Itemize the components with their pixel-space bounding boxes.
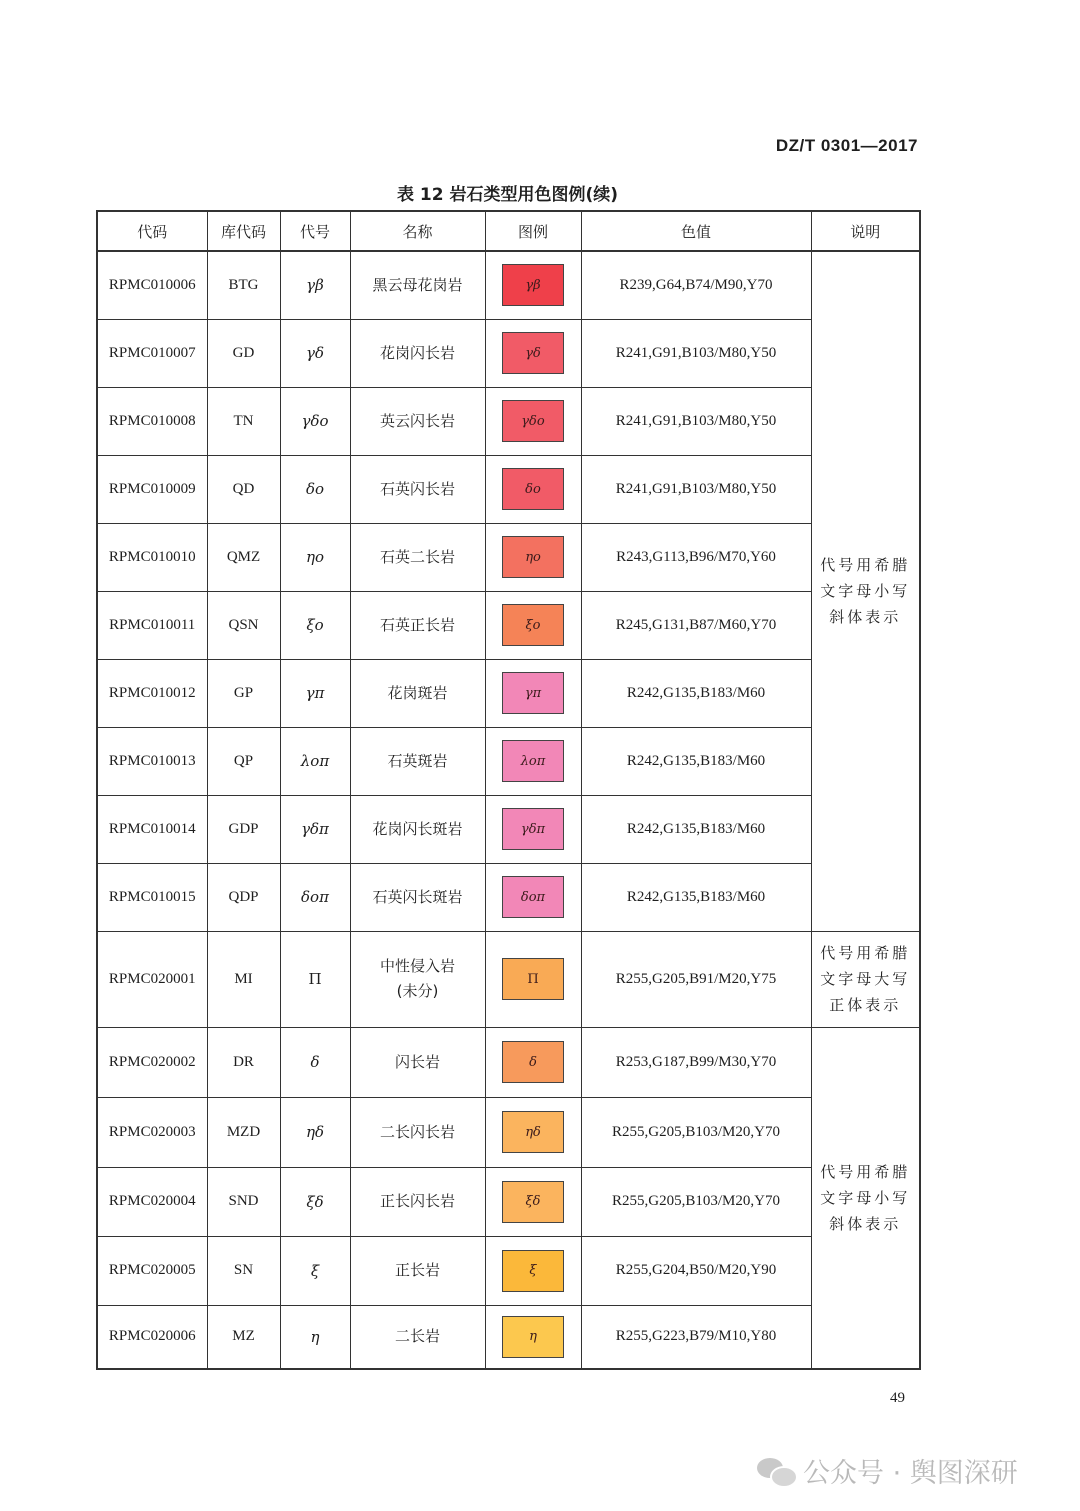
cell-legend [485,319,581,387]
table-body [97,251,920,1369]
col-header-color-value: 色值 [581,211,811,251]
cell-lib-code: MI [207,931,280,1027]
cell-name-line: 石英二长岩 [379,547,455,566]
color-swatch: δο [502,468,564,510]
table-row [97,659,920,727]
cell-symbol: γδο [280,387,350,455]
cell-color-value: R255,G204,B50/M20,Y90 [581,1236,811,1305]
cell-code: RPMC020005 [97,1236,207,1305]
table-row [97,591,920,659]
table-row [97,1097,920,1167]
table-row [97,931,920,1027]
table-row [97,455,920,523]
cell-lib-code: SND [207,1167,280,1236]
cell-lib-code: TN [207,387,280,455]
wechat-icon [757,1456,795,1486]
cell-name [350,251,485,319]
col-header-lib-code: 库代码 [207,211,280,251]
color-swatch: ξ [502,1250,564,1292]
table-row [97,251,920,319]
cell-lib-code: SN [207,1236,280,1305]
cell-color-value: R242,G135,B183/M60 [581,659,811,727]
cell-symbol: λοπ [280,727,350,795]
cell-lib-code: GP [207,659,280,727]
color-swatch: ηο [502,536,564,578]
cell-name [350,523,485,591]
cell-code: RPMC010015 [97,863,207,931]
cell-code: RPMC010013 [97,727,207,795]
cell-lib-code: GDP [207,795,280,863]
cell-color-value: R241,G91,B103/M80,Y50 [581,319,811,387]
cell-name-line: 石英正长岩 [379,615,455,634]
cell-name-line: 正长岩 [394,1261,440,1279]
cell-lib-code: QMZ [207,523,280,591]
cell-legend [485,1027,581,1097]
cell-code: RPMC010010 [97,523,207,591]
cell-name [350,659,485,727]
table-row [97,1167,920,1236]
color-swatch: δ [502,1041,564,1083]
cell-code: RPMC010008 [97,387,207,455]
cell-color-value: R242,G135,B183/M60 [581,863,811,931]
cell-lib-code: DR [207,1027,280,1097]
col-header-name: 名称 [350,211,485,251]
cell-lib-code: QSN [207,591,280,659]
table-row [97,319,920,387]
cell-name-line: 石英斑岩 [387,751,448,770]
cell-legend [485,455,581,523]
cell-symbol: Π [280,931,350,1027]
cell-code: RPMC010011 [97,591,207,659]
col-header-legend: 图例 [485,211,581,251]
cell-name [350,1236,485,1305]
cell-name-line: 石英闪长岩 [379,479,455,498]
color-swatch: γδπ [502,808,564,850]
cell-name [350,387,485,455]
cell-color-value: R242,G135,B183/M60 [581,727,811,795]
cell-color-value: R253,G187,B99/M30,Y70 [581,1027,811,1097]
cell-color-value: R242,G135,B183/M60 [581,795,811,863]
cell-lib-code: QD [207,455,280,523]
col-header-symbol: 代号 [280,211,350,251]
cell-legend [485,659,581,727]
cell-code: RPMC020002 [97,1027,207,1097]
cell-code: RPMC010009 [97,455,207,523]
cell-name-line: 花岗闪长岩 [379,343,455,362]
table-row [97,523,920,591]
standard-code: DZ/T 0301—2017 [775,136,918,155]
cell-name [350,455,485,523]
cell-legend [485,1305,581,1369]
cell-name [350,863,485,931]
cell-color-value: R255,G205,B91/M20,Y75 [581,931,811,1027]
cell-note: 代号用希腊文字母大写正体表示 [811,931,920,1027]
table-row [97,1027,920,1097]
cell-name-line: 英云闪长岩 [379,411,455,430]
cell-legend [485,1167,581,1236]
cell-legend [485,251,581,319]
cell-symbol: ξδ [280,1167,350,1236]
cell-symbol: ξο [280,591,350,659]
table-header-row [97,211,920,251]
cell-symbol: γβ [280,251,350,319]
rock-color-legend-table [96,210,921,1370]
cell-legend [485,591,581,659]
color-swatch: γπ [502,672,564,714]
cell-code: RPMC020003 [97,1097,207,1167]
cell-name [350,1097,485,1167]
cell-name [350,727,485,795]
cell-symbol: η [280,1305,350,1369]
cell-name-line: 花岗闪长斑岩 [372,819,463,838]
col-header-code: 代码 [97,211,207,251]
table-row [97,387,920,455]
cell-legend [485,1097,581,1167]
watermark [757,1451,1018,1490]
cell-symbol: γδ [280,319,350,387]
cell-lib-code: MZ [207,1305,280,1369]
cell-code: RPMC020001 [97,931,207,1027]
cell-lib-code: QDP [207,863,280,931]
color-swatch: γδ [502,332,564,374]
cell-code: RPMC020004 [97,1167,207,1236]
cell-name-line: (未分) [396,982,439,1000]
col-header-note: 说明 [811,211,920,251]
cell-name [350,931,485,1027]
cell-name [350,795,485,863]
cell-name-line: 二长岩 [394,1327,440,1346]
cell-color-value: R255,G223,B79/M10,Y80 [581,1305,811,1369]
cell-legend [485,387,581,455]
color-swatch: Π [502,958,564,1000]
cell-code: RPMC020006 [97,1305,207,1369]
page-number: 49 [890,1390,905,1406]
cell-code: RPMC010007 [97,319,207,387]
cell-symbol: ξ [280,1236,350,1305]
cell-name [350,591,485,659]
cell-note: 代号用希腊文字母小写斜体表示 [811,251,920,931]
cell-color-value: R241,G91,B103/M80,Y50 [581,387,811,455]
table-title: 表 12 岩石类型用色图例(续) [396,185,619,205]
cell-code: RPMC010014 [97,795,207,863]
cell-legend [485,1236,581,1305]
cell-color-value: R255,G205,B103/M20,Y70 [581,1167,811,1236]
cell-symbol: ηδ [280,1097,350,1167]
cell-color-value: R241,G91,B103/M80,Y50 [581,455,811,523]
table-row [97,1236,920,1305]
cell-code: RPMC010012 [97,659,207,727]
cell-color-value: R255,G205,B103/M20,Y70 [581,1097,811,1167]
cell-name-line: 中性侵入岩 [379,957,455,975]
cell-name-line: 黑云母花岗岩 [372,275,463,294]
color-swatch: ξδ [502,1181,564,1223]
cell-legend [485,863,581,931]
cell-code: RPMC010006 [97,251,207,319]
cell-legend [485,523,581,591]
cell-name-line: 花岗斑岩 [387,683,448,702]
cell-name-line: 石英闪长斑岩 [372,887,463,906]
table-row [97,1305,920,1369]
cell-lib-code: MZD [207,1097,280,1167]
cell-color-value: R245,G131,B87/M60,Y70 [581,591,811,659]
cell-color-value: R239,G64,B74/M90,Y70 [581,251,811,319]
cell-lib-code: BTG [207,251,280,319]
color-swatch: γδο [502,400,564,442]
cell-name [350,1305,485,1369]
cell-name-line: 二长闪长岩 [379,1122,455,1141]
table-row [97,727,920,795]
watermark-text: 公众号 · 舆图深研 [803,1458,1018,1489]
cell-symbol: δοπ [280,863,350,931]
cell-legend [485,931,581,1027]
cell-symbol: δ [280,1027,350,1097]
cell-legend [485,727,581,795]
cell-name-line: 闪长岩 [394,1052,440,1071]
cell-symbol: ηο [280,523,350,591]
table-row [97,863,920,931]
cell-lib-code: GD [207,319,280,387]
cell-symbol: γπ [280,659,350,727]
cell-name [350,319,485,387]
cell-name [350,1027,485,1097]
cell-symbol: δο [280,455,350,523]
cell-legend [485,795,581,863]
color-swatch: γβ [502,264,564,306]
color-swatch: ηδ [502,1111,564,1153]
table-row [97,795,920,863]
color-swatch: λοπ [502,740,564,782]
color-swatch: ξο [502,604,564,646]
cell-note: 代号用希腊文字母小写斜体表示 [811,1027,920,1369]
cell-color-value: R243,G113,B96/M70,Y60 [581,523,811,591]
cell-lib-code: QP [207,727,280,795]
color-swatch: δοπ [502,876,564,918]
color-swatch: η [502,1316,564,1358]
cell-name-line: 正长闪长岩 [379,1192,455,1210]
cell-name [350,1167,485,1236]
cell-symbol: γδπ [280,795,350,863]
